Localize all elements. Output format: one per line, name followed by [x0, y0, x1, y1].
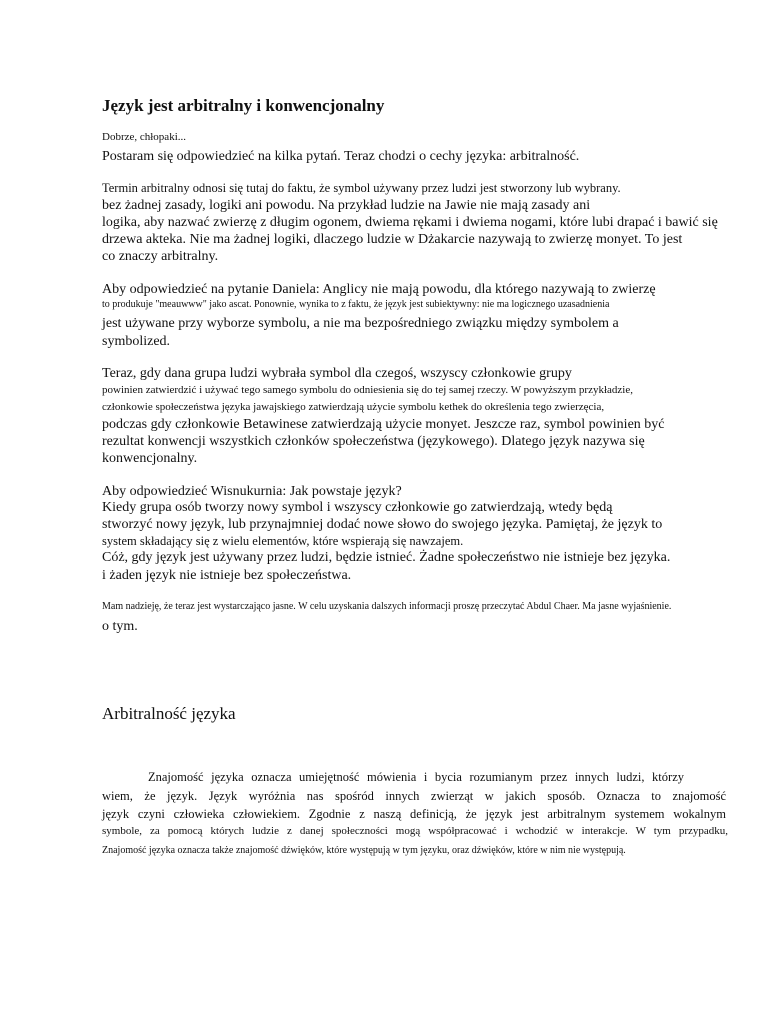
paragraph1-line: co znaczy arbitralny. [102, 249, 219, 264]
intro-line: Postaram się odpowiedzieć na kilka pytań. Teraz chodzi o cechy języka: arbitralność. [102, 149, 580, 164]
paragraph3-line: podczas gdy członkowie Betawinese zatwierdzają użycie monyet. Jeszcze raz, symbol powinien być [102, 417, 665, 432]
section2-title: Arbitralność języka [102, 704, 236, 723]
paragraph3-line: konwencjonalny. [102, 451, 198, 466]
paragraph1-line: drzewa akteka. Nie ma żadnej logiki, dlaczego ludzie w Dżakarcie nazywają to zwierzę monyet. To jest [102, 232, 683, 247]
document-title: Język jest arbitralny i konwencjonalny [102, 96, 385, 115]
paragraph2-line: Aby odpowiedzieć na pytanie Daniela: Anglicy nie mają powodu, dla którego nazywają to zwierzę [102, 282, 656, 297]
paragraph1-line: Termin arbitralny odnosi się tutaj do faktu, że symbol używany przez ludzi jest stworzony lub wybrany. [102, 181, 621, 195]
greeting-line: Dobrze, chłopaki... [102, 131, 186, 143]
paragraph2-line: symbolized. [102, 334, 171, 349]
section2-line: wiem, że język. Język wyróżnia nas spośród innych zwierząt w jakich sposób. Oznacza to znajomość [102, 789, 726, 803]
closing-line: o tym. [102, 619, 138, 634]
section2-line: język czyni człowieka człowiekiem. Zgodnie z naszą definicją, że język jest arbitralnym systemem wokalnym [102, 807, 726, 821]
paragraph4-line: Cóż, gdy język jest używany przez ludzi, będzie istnieć. Żadne społeczeństwo nie istnieje bez języka. [102, 550, 671, 565]
paragraph1-line: bez żadnej zasady, logiki ani powodu. Na przykład ludzie na Jawie nie mają zasady ani [102, 198, 591, 213]
paragraph2-line: jest używane przy wyborze symbolu, a nie ma bezpośredniego związku między symbolem a [102, 316, 619, 331]
section2-line: Znajomość języka oznacza umiejętność mówienia i bycia rozumianym przez innych ludzi, którzy [148, 770, 684, 784]
paragraph4-line: Aby odpowiedzieć Wisnukurnia: Jak powstaje język? [102, 484, 402, 499]
paragraph4-line: stworzyć nowy język, lub przynajmniej dodać nowe słowo do swojego języka. Pamiętaj, że język to [102, 517, 663, 532]
closing-line: Mam nadzieję, że teraz jest wystarczająco jasne. W celu uzyskania dalszych informacji proszę przeczytać Abdul Chaer. Ma jasne wyjaśnienie. [102, 601, 672, 612]
paragraph4-line: i żaden język nie istnieje bez społeczeństwa. [102, 568, 352, 583]
section2-line: Znajomość języka oznacza także znajomość dźwięków, które występują w tym języku, oraz dźwięków, które w nim nie występują. [102, 845, 626, 856]
paragraph4-line: system składający się z wielu elementów, które wspierają się nawzajem. [102, 534, 464, 548]
paragraph4-line: Kiedy grupa osób tworzy nowy symbol i wszyscy członkowie go zatwierdzają, wtedy będą [102, 500, 613, 515]
paragraph1-line: logika, aby nazwać zwierzę z długim ogonem, dwiema rękami i dwiema nogami, które lubi drapać i bawić się [102, 215, 718, 230]
paragraph3-line: członkowie społeczeństwa języka jawajskiego zatwierdzają użycie symbolu kethek do określenia tego zwierzęcia, [102, 401, 605, 413]
paragraph2-line: to produkuje "meauwww" jako ascat. Ponownie, wynika to z faktu, że język jest subiektywny: nie ma logicznego uzasadnienia [102, 299, 610, 310]
section2-line: symbole, za pomocą których ludzie z danej społeczności mogą współpracować i wchodzić w interakcje. W tym przypadku, [102, 825, 728, 837]
paragraph3-line: powinien zatwierdzić i używać tego samego symbolu do odniesienia się do tej samej rzeczy. W powyższym przykładzie, [102, 384, 633, 396]
paragraph3-line: rezultat konwencji wszystkich członków społeczeństwa (językowego). Dlatego język nazywa się [102, 434, 645, 449]
paragraph3-line: Teraz, gdy dana grupa ludzi wybrała symbol dla czegoś, wszyscy członkowie grupy [102, 366, 572, 381]
